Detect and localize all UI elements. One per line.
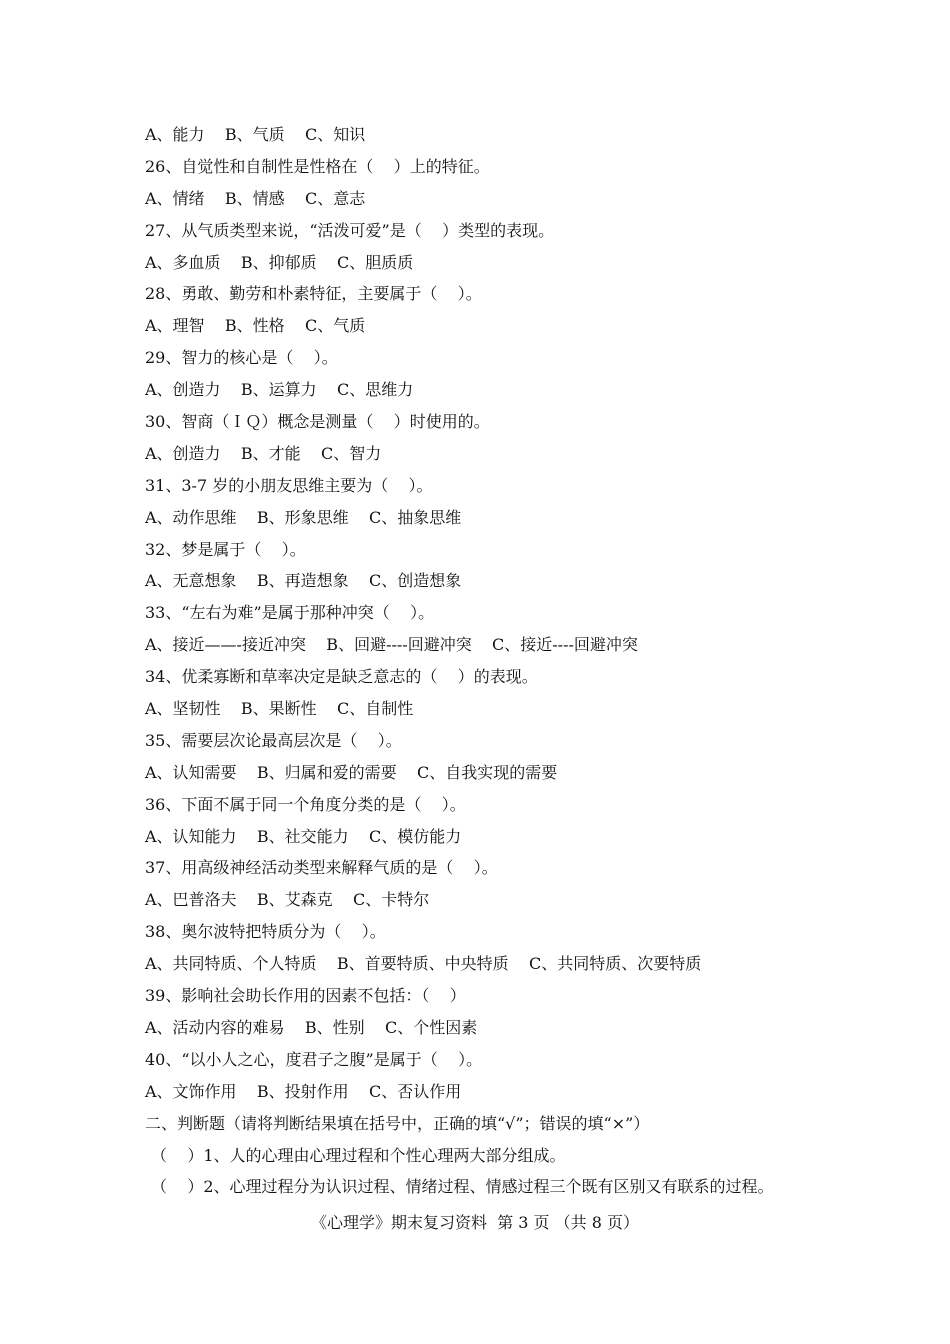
option-line: A、认知能力 B、社交能力 C、模仿能力 bbox=[145, 826, 462, 846]
option-line: A、创造力 B、运算力 C、思维力 bbox=[145, 380, 414, 400]
question-line: 37、用高级神经活动类型来解释气质的是（ ）。 bbox=[145, 858, 498, 878]
question-line: 31、3-7 岁的小朋友思维主要为（ ）。 bbox=[145, 475, 433, 495]
question-line: 40、“以小人之心，度君子之腹”是属于（ ）。 bbox=[145, 1049, 483, 1069]
page-footer: 《心理学》期末复习资料 第 3 页 （共 8 页） bbox=[311, 1213, 639, 1232]
page-content bbox=[145, 122, 845, 1206]
question-line: 30、智商（ＩＱ）概念是测量（ ）时使用的。 bbox=[145, 412, 490, 432]
option-line: A、多血质 B、抑郁质 C、胆质质 bbox=[145, 252, 414, 272]
judgment-item: （ ）2、心理过程分为认识过程、情绪过程、情感过程三个既有区别又有联系的过程。 bbox=[151, 1177, 774, 1197]
question-line: 26、自觉性和自制性是性格在（ ）上的特征。 bbox=[145, 156, 490, 176]
question-line: 34、优柔寡断和草率决定是缺乏意志的（ ）的表现。 bbox=[145, 667, 538, 687]
question-line: 32、梦是属于（ ）。 bbox=[145, 539, 306, 559]
option-line: A、活动内容的难易 B、性别 C、个性因素 bbox=[145, 1017, 478, 1037]
question-line: 28、勇敢、勤劳和朴素特征，主要属于（ ）。 bbox=[145, 284, 482, 304]
question-line: 36、下面不属于同一个角度分类的是（ ）。 bbox=[145, 794, 466, 814]
question-line: 29、智力的核心是（ ）。 bbox=[145, 348, 338, 368]
question-line: 38、奥尔波特把特质分为（ ）。 bbox=[145, 922, 386, 942]
question-line: 39、影响社会助长作用的因素不包括：（ ） bbox=[145, 986, 466, 1006]
option-line: A、无意想象 B、再造想象 C、创造想象 bbox=[145, 571, 462, 591]
judgment-item: （ ）1、人的心理由心理过程和个性心理两大部分组成。 bbox=[151, 1145, 566, 1165]
option-line: A、能力 B、气质 C、知识 bbox=[145, 125, 366, 144]
option-line: A、坚韧性 B、果断性 C、自制性 bbox=[145, 699, 414, 719]
section-heading: 二、判断题（请将判断结果填在括号中，正确的填“√”；错误的填“×”） bbox=[145, 1113, 650, 1133]
option-line: A、接近——-接近冲突 B、回避----回避冲突 C、接近----回避冲突 bbox=[145, 635, 638, 655]
question-line: 35、需要层次论最高层次是（ ）。 bbox=[145, 730, 402, 750]
option-line: A、文饰作用 B、投射作用 C、否认作用 bbox=[145, 1081, 462, 1101]
option-line: A、动作思维 B、形象思维 C、抽象思维 bbox=[145, 507, 462, 527]
option-line: A、认知需要 B、归属和爱的需要 C、自我实现的需要 bbox=[145, 762, 558, 782]
option-line: A、巴普洛夫 B、艾森克 C、卡特尔 bbox=[145, 890, 430, 910]
question-line: 27、从气质类型来说，“活泼可爱”是（ ）类型的表现。 bbox=[145, 220, 555, 240]
question-line: 33、“左右为难”是属于那种冲突（ ）。 bbox=[145, 603, 435, 623]
option-line: A、情绪 B、情感 C、意志 bbox=[145, 188, 366, 208]
option-line: A、共同特质、个人特质 B、首要特质、中央特质 C、共同特质、次要特质 bbox=[145, 954, 702, 974]
option-line: A、创造力 B、才能 C、智力 bbox=[145, 443, 382, 463]
option-line: A、理智 B、性格 C、气质 bbox=[145, 316, 366, 336]
